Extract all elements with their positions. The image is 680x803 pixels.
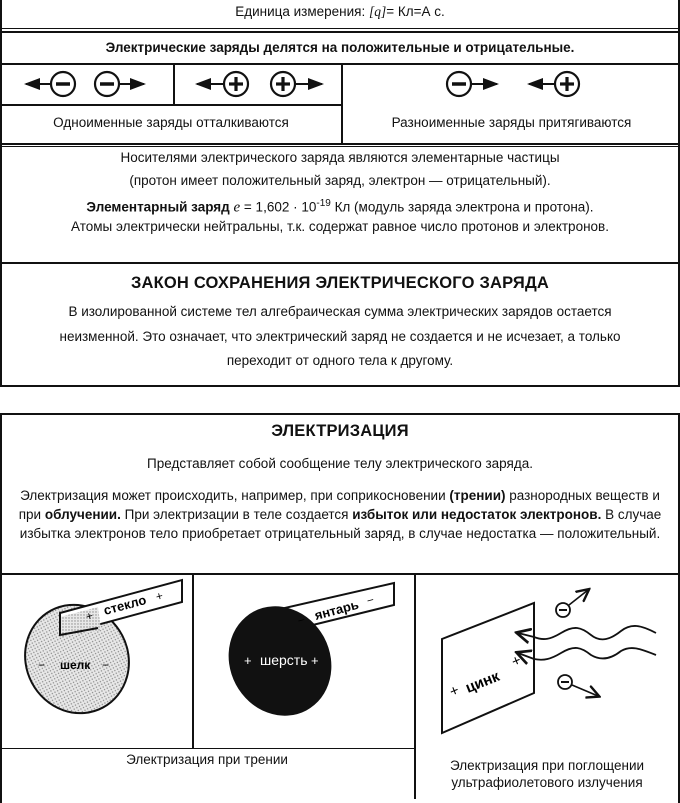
amber-sign: − — [296, 612, 307, 628]
glass-sign: + — [154, 588, 165, 604]
negative-charge-icon — [26, 72, 75, 96]
emphasis: (трении) — [449, 488, 506, 503]
negative-charge-icon — [447, 72, 497, 96]
units-prefix: Единица измерения: — [235, 4, 369, 19]
unlike-charges-caption: Разноименные заряды притягиваются — [391, 115, 632, 130]
amber-label: янтарь — [312, 596, 361, 623]
uv-caption — [416, 757, 678, 791]
elementary-charge-label: Элементарный заряд — [86, 199, 230, 215]
uv-wave-icon — [518, 626, 656, 639]
divider — [0, 143, 680, 145]
electrization-definition: Представляет собой сообщение телу электрического заряда. — [147, 456, 533, 471]
wool-label: шерсть — [260, 652, 308, 668]
silk-sign: − — [38, 658, 46, 672]
electrization-description — [8, 486, 672, 543]
silk-label: шелк — [60, 658, 91, 672]
text: Электризация может происходить, например, при соприкосновении — [20, 488, 450, 503]
carriers-line-4: Атомы электрически нейтральны, т.к. содержат равное число протонов и электронов. — [71, 219, 609, 234]
electron-icon — [558, 675, 598, 696]
text: При электризации в теле создается — [120, 507, 353, 522]
glass-sign: + — [84, 608, 95, 624]
uv-wave-icon — [518, 648, 656, 660]
elementary-charge-value: = 1,602 · 10 — [240, 199, 317, 215]
silk-sign: − — [102, 658, 110, 672]
divider — [0, 748, 416, 749]
divider — [0, 28, 680, 29]
uv-caption-line-2: ультрафиолетового излучения — [451, 775, 643, 790]
conservation-line-3: переходит от одного тела к другому. — [226, 353, 454, 368]
attracting-charges — [343, 64, 680, 109]
glass-silk-illustration — [2, 575, 192, 747]
zinc-sign: + — [447, 681, 462, 701]
carriers-line-1: Носителями электрического заряда являются элементарные частицы — [120, 150, 560, 165]
positive-charge-icon — [271, 72, 322, 96]
zinc-label: цинк — [463, 667, 502, 697]
elementary-charge-line — [0, 196, 680, 216]
units-line — [0, 4, 680, 20]
charges-heading: Электрические заряды делятся на положительные и отрицательные. — [105, 40, 575, 55]
electron-icon — [556, 590, 588, 617]
amber-sign: − — [365, 592, 376, 608]
elementary-charge-symbol: e — [233, 199, 241, 216]
conservation-line-2: неизменной. Это означает, что электрический заряд не создается и не исчезает, а только — [59, 329, 621, 344]
conservation-line-1: В изолированной системе тел алгебраическая сумма электрических зарядов остается — [68, 304, 612, 319]
uv-caption-line-1: Электризация при поглощении — [449, 758, 645, 773]
amber-wool-illustration — [194, 575, 414, 747]
units-symbol: [q] — [368, 4, 387, 19]
text: В случае избытка электронов тело приобретает отрицательный заряд, в случае недостатка — положительный. — [19, 507, 662, 541]
wool-sign: + — [311, 653, 319, 668]
zinc-sign: + — [509, 651, 524, 671]
glass-label: стекло — [101, 592, 148, 618]
emphasis: избыток или недостаток электронов. — [352, 507, 602, 522]
friction-caption: Электризация при трении — [126, 752, 288, 767]
elementary-charge-rest: Кл (модуль заряда электрона и протона). — [330, 199, 594, 215]
carriers-line-2: (протон имеет положительный заряд, электрон — отрицательный). — [129, 173, 551, 188]
electrization-title: ЭЛЕКТРИЗАЦИЯ — [271, 422, 409, 440]
conservation-title: ЗАКОН СОХРАНЕНИЯ ЭЛЕКТРИЧЕСКОГО ЗАРЯДА — [130, 274, 550, 292]
repelling-positive-charges — [175, 64, 341, 104]
divider — [0, 262, 680, 264]
elementary-charge-exponent: -19 — [316, 198, 331, 209]
like-charges-caption: Одноименные заряды отталкиваются — [53, 115, 289, 130]
wool-sign: + — [244, 653, 252, 668]
positive-charge-icon — [197, 72, 248, 96]
text: разнородных веществ и при — [18, 488, 660, 522]
negative-charge-icon — [95, 72, 144, 96]
divider — [0, 31, 680, 33]
emphasis: облучении. — [44, 507, 121, 522]
divider — [0, 146, 680, 147]
uv-illustration — [416, 575, 678, 747]
repelling-negative-charges — [0, 64, 173, 104]
units-suffix: = Кл=А с. — [386, 4, 445, 19]
positive-charge-icon — [529, 72, 579, 96]
divider — [0, 104, 343, 106]
